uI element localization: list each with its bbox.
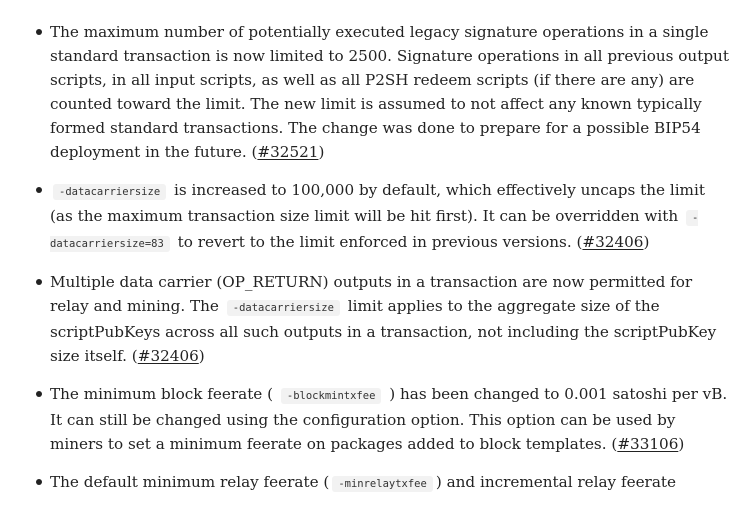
note-text-close: ): [643, 233, 650, 251]
bullet-icon: [36, 187, 42, 193]
pr-link[interactable]: #33106: [617, 435, 679, 453]
note-text: ) and incremental relay feerate: [435, 473, 676, 491]
note-text: The maximum number of potentially executed legacy signature operations in a single standard transaction is now limited to 2500. Signature operations in all previous output scripts, in all input scripts, as well as all P2SH redeem scripts (if there are any) are counted toward the limit. The new limit is assumed to not affect any known typically formed standard transactions. The change was done to prepare for a possible BIP54 deployment in the future. (: [50, 23, 729, 161]
note-text: The minimum block feerate (: [50, 385, 278, 403]
note-text: Multiple data carrier (OP_RETURN) outputs in a transaction are now permitted for relay and mining. The: [50, 273, 693, 315]
inline-code: -datacarriersize: [227, 300, 340, 316]
list-item-blockmintxfee: [0, 382, 750, 456]
pr-link[interactable]: #32406: [137, 347, 199, 365]
inline-code: -blockmintxfee: [281, 388, 382, 404]
inline-code: -datacarriersize: [53, 184, 166, 200]
pr-link[interactable]: #32521: [257, 143, 319, 161]
note-text: is increased to 100,000 by default, which effectively uncaps the limit (as the maximum transaction size limit will be hit first). It can be overridden with: [50, 181, 705, 225]
note-text-close: ): [318, 143, 325, 161]
bullet-icon: [36, 479, 42, 485]
bullet-icon: [36, 279, 42, 285]
list-item-datacarriersize-default: [0, 178, 750, 256]
list-item-multiple-op-return: [0, 270, 750, 368]
release-notes-list: [0, 20, 750, 510]
note-text: limit applies to the aggregate size of the scriptPubKeys across all such outputs in a transaction, not including the scriptPubKey size itself. (: [50, 297, 717, 365]
pr-link[interactable]: #32406: [582, 233, 644, 251]
note-text-close: ): [198, 347, 205, 365]
inline-code: -minrelaytxfee: [332, 476, 433, 492]
inline-code: -datacarriersize=83: [50, 212, 699, 250]
list-item-minrelaytxfee: [0, 470, 750, 496]
list-item-sigops-limit: [0, 20, 750, 164]
note-text-close: ): [678, 435, 685, 453]
note-text: The default minimum relay feerate (: [50, 473, 330, 491]
bullet-icon: [36, 391, 42, 397]
bullet-icon: [36, 29, 42, 35]
note-text: to revert to the limit enforced in previous versions. (: [172, 233, 583, 251]
note-text: ) has been changed to 0.001 satoshi per vB. It can still be changed using the configuration option. This option can be used by miners to set a minimum feerate on packages added to block templates. (: [50, 385, 728, 453]
